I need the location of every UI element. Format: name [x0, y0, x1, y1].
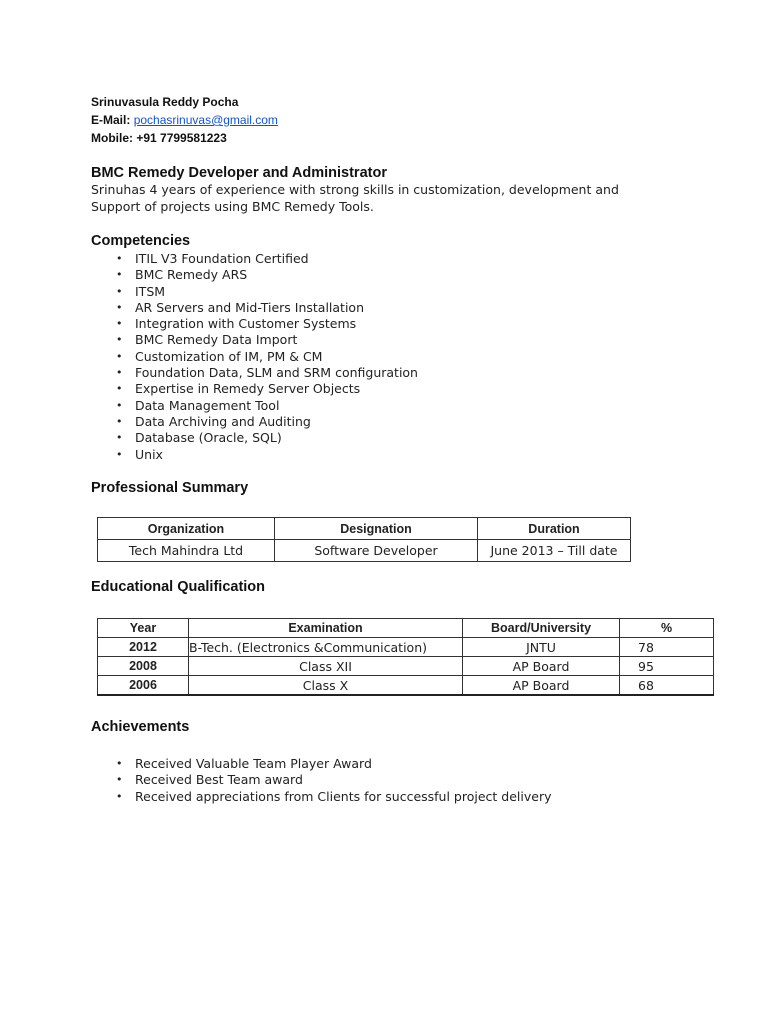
table-cell: AP Board [463, 676, 620, 696]
list-item: • AR Servers and Mid-Tiers Installation [116, 300, 418, 316]
table-cell: B-Tech. (Electronics &Communication) [189, 638, 463, 657]
table-cell: Class XII [189, 657, 463, 676]
email-line [91, 111, 278, 129]
table-cell: AP Board [463, 657, 620, 676]
job-title-heading: BMC Remedy Developer and Administrator [91, 165, 387, 181]
list-item: • BMC Remedy Data Import [116, 332, 418, 348]
column-header: Duration [478, 518, 631, 540]
column-header: % [620, 619, 714, 638]
achievements-list [116, 756, 551, 805]
achievements-heading: Achievements [91, 719, 190, 735]
email-label: E-Mail: [91, 113, 131, 127]
list-item: • Database (Oracle, SQL) [116, 430, 418, 446]
table-row [98, 638, 714, 657]
table-cell: 68 [620, 676, 714, 696]
list-item: • BMC Remedy ARS [116, 267, 418, 283]
table-cell: 95 [620, 657, 714, 676]
education-table [97, 618, 714, 696]
column-header: Year [98, 619, 189, 638]
competencies-heading: Competencies [91, 233, 191, 249]
list-item: • Received Best Team award [116, 772, 551, 788]
list-item: • ITSM [116, 284, 418, 300]
table-cell: Class X [189, 676, 463, 696]
intro-text: Srinuhas 4 years of experience with strong skills in customization, development and Support of projects using BMC Remedy Tools. [91, 182, 619, 214]
table-cell: Tech Mahindra Ltd [98, 540, 275, 562]
table-row [98, 676, 714, 696]
professional-summary-table [97, 517, 631, 562]
table-cell: 2008 [98, 657, 189, 676]
table-cell: 2006 [98, 676, 189, 696]
mobile-line [91, 129, 227, 147]
table-header-row [98, 518, 631, 540]
table-cell: JNTU [463, 638, 620, 657]
list-item: • Integration with Customer Systems [116, 316, 418, 332]
table-row [98, 657, 714, 676]
mobile-number: +91 7799581223 [136, 131, 227, 145]
list-item: • Customization of IM, PM & CM [116, 349, 418, 365]
education-heading: Educational Qualification [91, 579, 266, 595]
list-item: • Received appreciations from Clients for successful project delivery [116, 789, 551, 805]
list-item: • Foundation Data, SLM and SRM configuration [116, 365, 418, 381]
professional-summary-heading: Professional Summary [91, 480, 249, 496]
table-cell: Software Developer [275, 540, 478, 562]
email-link[interactable]: pochasrinuvas@gmail.com [133, 113, 278, 127]
list-item: • Data Management Tool [116, 398, 418, 414]
competencies-list [116, 251, 418, 463]
column-header: Board/University [463, 619, 620, 638]
list-item: • ITIL V3 Foundation Certified [116, 251, 418, 267]
table-header-row [98, 619, 714, 638]
column-header: Organization [98, 518, 275, 540]
table-cell: 78 [620, 638, 714, 657]
list-item: • Expertise in Remedy Server Objects [116, 381, 418, 397]
column-header: Examination [189, 619, 463, 638]
table-row [98, 540, 631, 562]
table-cell: 2012 [98, 638, 189, 657]
list-item: • Received Valuable Team Player Award [116, 756, 551, 772]
candidate-name: Srinuvasula Reddy Pocha [91, 95, 239, 109]
table-cell: June 2013 – Till date [478, 540, 631, 562]
column-header: Designation [275, 518, 478, 540]
list-item: • Data Archiving and Auditing [116, 414, 418, 430]
list-item: • Unix [116, 447, 418, 463]
mobile-label: Mobile: [91, 131, 133, 145]
